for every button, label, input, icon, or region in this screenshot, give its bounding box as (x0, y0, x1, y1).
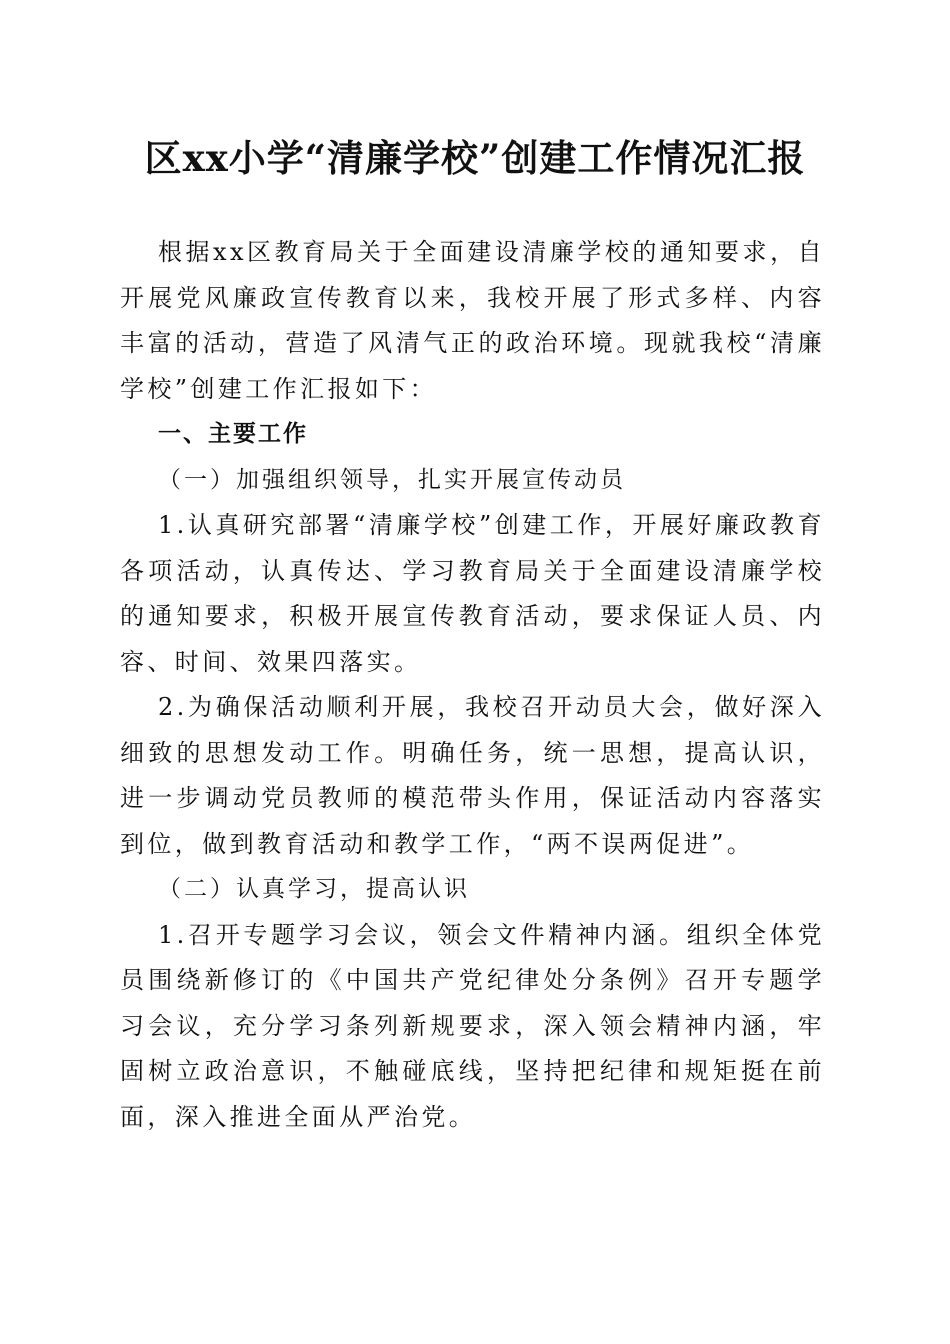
document-title: 区xx小学“清廉学校”创建工作情况汇报 (144, 136, 806, 180)
subsection-heading-study: （二）认真学习，提高认识 (158, 876, 470, 902)
subsection-heading-organization: （一）加强组织领导，扎实开展宣传动员 (158, 466, 626, 493)
intro-paragraph: 根据xx区教育局关于全面建设清廉学校的通知要求，自开展党风廉政宣传教育以来，我校开展了形式多样、内容丰富的活动，营造了风清气正的政治环境。现就我校“清廉学校”创建工作汇报如下： (120, 238, 825, 403)
paragraph-1-2: 2.为确保活动顺利开展，我校召开动员大会，做好深入细致的思想发动工作。明确任务，统一思想，提高认识，进一步调动党员教师的模范带头作用，保证活动内容落实到位，做到教育活动和教学工作，“两不误两促进”。 (120, 693, 825, 858)
paragraph-2-1: 1.召开专题学习会议，领会文件精神内涵。组织全体党员围绕新修订的《中国共产党纪律处分条例》召开专题学习会议，充分学习条列新规要求，深入领会精神内涵，牢固树立政治意识，不触碰底线，坚持把纪律和规矩挺在前面，深入推进全面从严治党。 (120, 920, 825, 1131)
document-body (120, 230, 825, 1140)
paragraph-1-1: 1.认真研究部署“清廉学校”创建工作，开展好廉政教育各项活动，认真传达、学习教育局关于全面建设清廉学校的通知要求，积极开展宣传教育活动，要求保证人员、内容、时间、效果四落实。 (120, 511, 825, 676)
section-heading-main-work: 一、主要工作 (158, 421, 308, 447)
